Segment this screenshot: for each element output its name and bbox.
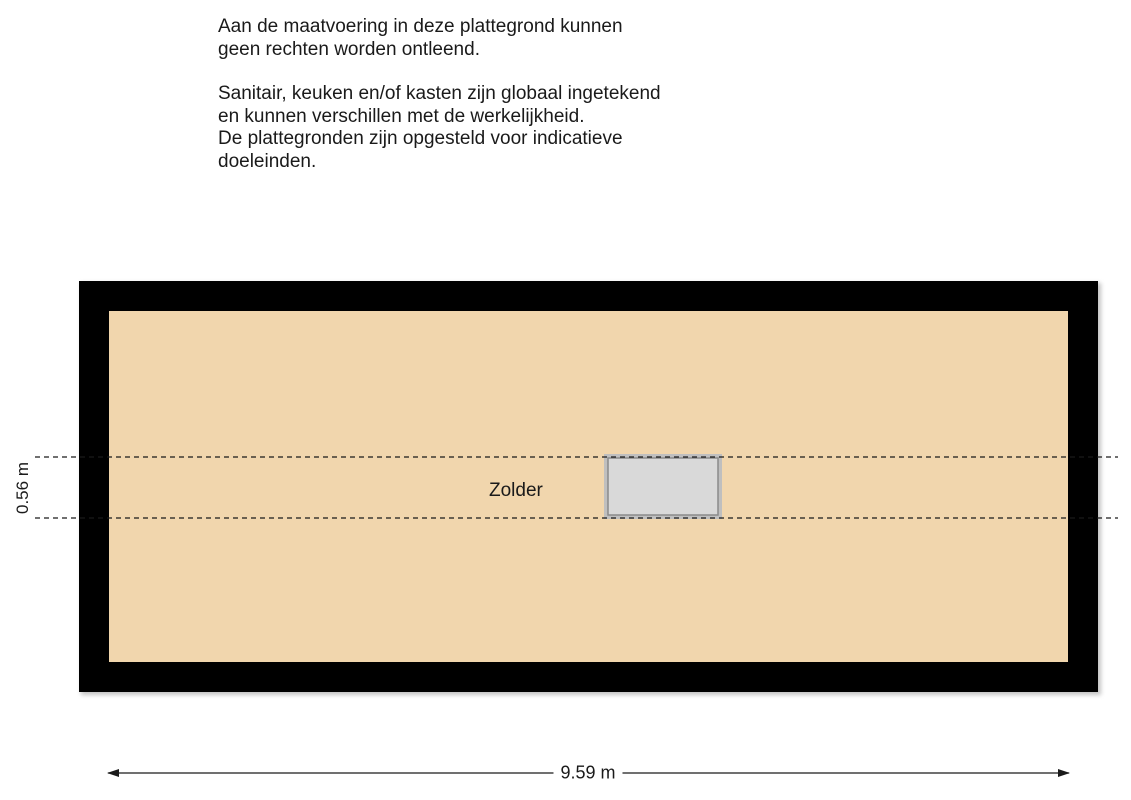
- disclaimer-paragraph-1: Aan de maatvoering in deze plattegrond kunnen geen rechten worden ontleend.: [218, 16, 623, 60]
- disclaimer-paragraph-2: Sanitair, keuken en/of kasten zijn globaal ingetekend en kunnen verschillen met de werkelijkheid. De plattegronden zijn opgesteld voor indicatieve doeleinden.: [218, 83, 661, 172]
- room-floor: [109, 311, 1068, 662]
- skylight: [608, 458, 718, 515]
- room-label: Zolder: [489, 480, 543, 501]
- width-dimension-label: 9.59 m: [553, 763, 622, 784]
- height-dimension-label: 0.56 m: [13, 462, 32, 514]
